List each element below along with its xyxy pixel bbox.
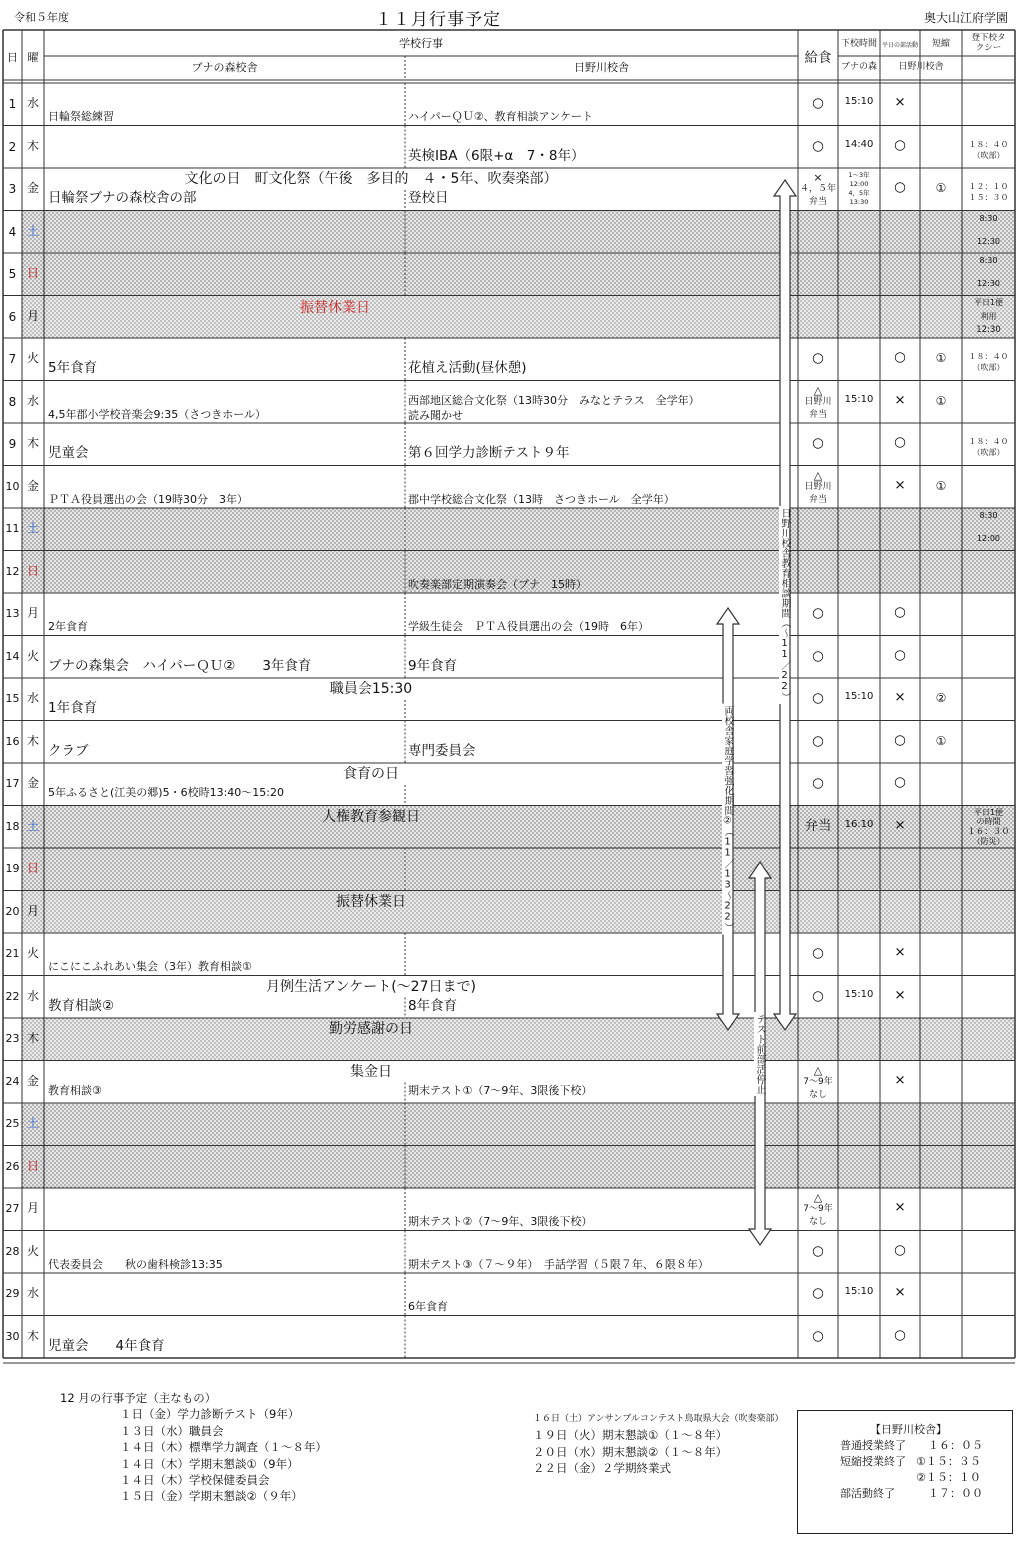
taxi-time: （吹部） xyxy=(972,448,1005,457)
weekday: 土 xyxy=(26,521,40,535)
campus-a-event: 教育相談② xyxy=(48,997,115,1014)
club-mark: ○ xyxy=(894,731,906,748)
club-mark: ○ xyxy=(894,349,906,365)
campus-b-event: 期末テスト③（７～９年） 手話学習（５限７年、６限８年） xyxy=(408,1257,709,1271)
club-end-time: １７：００ xyxy=(928,1487,983,1500)
campus-b-event: ハイパーＱＵ②、教育相談アンケート xyxy=(408,110,593,123)
club-mark: × xyxy=(894,476,906,493)
weekday: 火 xyxy=(26,351,40,365)
day-number: 25 xyxy=(5,1117,20,1130)
short-mark: ② xyxy=(935,691,947,705)
day-number: 29 xyxy=(5,1287,20,1300)
test-club-stop-arrow-label: テスト前部活停止 xyxy=(754,1013,765,1094)
taxi-time: 12:00 xyxy=(976,534,1001,543)
lunch-mark: △ xyxy=(813,1063,823,1077)
col-day-header: 日 xyxy=(7,51,18,64)
dismissal-time: 16:10 xyxy=(844,818,874,830)
lunch-mark: ○ xyxy=(812,95,824,111)
short-end-time-1: ①１５：３５ xyxy=(916,1455,981,1468)
day-number: 5 xyxy=(8,267,17,281)
campus-a-event: 1年食育 xyxy=(48,700,98,716)
dismissal-time: 12:00 xyxy=(849,180,869,188)
club-mark: × xyxy=(894,1071,906,1088)
campus-b-event: 9年食育 xyxy=(408,657,458,674)
day-number: 10 xyxy=(5,479,20,493)
day-number: 22 xyxy=(5,989,20,1003)
weekday: 土 xyxy=(26,223,40,238)
spanning-event: 月例生活アンケート(～27日まで) xyxy=(266,978,476,995)
club-mark: ○ xyxy=(894,604,906,620)
hino-times-title: 【日野川校舎】 xyxy=(870,1423,947,1436)
fiscal-year: 令和５年度 xyxy=(14,11,69,24)
lunch-note: 日野川 xyxy=(804,396,832,407)
taxi-time: の時間 xyxy=(976,816,1001,826)
taxi-time: １８：４０ xyxy=(968,437,1009,446)
weekday: 金 xyxy=(26,181,40,195)
lunch-mark: ○ xyxy=(812,605,824,621)
lunch-mark: △ xyxy=(813,468,823,482)
short-mark: ① xyxy=(935,478,947,493)
campus-b-event: 郡中学校総合文化祭（13時 さつきホール 全学年） xyxy=(408,492,675,506)
club-mark: ○ xyxy=(894,1326,906,1343)
col-dismissal-header: 下校時間 xyxy=(840,39,878,49)
weekday: 火 xyxy=(26,946,40,960)
campus-b-event: 読み聞かせ xyxy=(408,408,463,422)
lunch-mark: ○ xyxy=(812,775,824,791)
normal-end-label: 普通授業終了 xyxy=(840,1439,906,1452)
weekday: 月 xyxy=(26,606,40,620)
taxi-time: 8:30 xyxy=(979,213,998,223)
weekday: 木 xyxy=(26,1328,40,1343)
day-number: 27 xyxy=(5,1202,20,1215)
weekday: 金 xyxy=(26,478,40,493)
short-mark: ① xyxy=(935,181,947,195)
day-number: 8 xyxy=(8,394,17,409)
weekend-row-shade xyxy=(22,508,1015,551)
campus-a-event: 児童会 xyxy=(48,445,89,461)
dismissal-time: 1～3年 xyxy=(848,171,870,179)
taxi-time: 12:30 xyxy=(976,324,1001,335)
day-number: 3 xyxy=(8,182,17,196)
campus-b-event: 専門委員会 xyxy=(408,742,476,759)
day-number: 20 xyxy=(5,904,20,918)
lunch-note: 7～9年 xyxy=(803,1076,833,1087)
campus-a-event: ＰＴＡ役員選出の会（19時30分 3年） xyxy=(48,492,248,506)
weekday: 日 xyxy=(26,266,40,280)
short-end-label: 短縮授業終了 xyxy=(840,1455,906,1468)
spanning-event: 勤労感謝の日 xyxy=(329,1021,413,1037)
lunch-note: なし xyxy=(808,1089,828,1100)
december-item: １４日（木）学校保健委員会 xyxy=(120,1473,270,1488)
lunch-mark: △ xyxy=(813,1191,823,1204)
day-number: 19 xyxy=(5,862,20,875)
day-number: 13 xyxy=(5,607,20,620)
short-mark: ① xyxy=(935,351,947,365)
weekday: 水 xyxy=(26,96,40,110)
day-number: 16 xyxy=(5,734,20,748)
campus-a-event: 日輪祭ブナの森校舎の部 xyxy=(48,190,197,206)
school-name: 奥大山江府学園 xyxy=(923,11,1008,25)
campus-a-event: 児童会 4年食育 xyxy=(48,1337,165,1354)
december-item: ２２日（金）２学期終業式 xyxy=(533,1461,671,1476)
club-mark: ○ xyxy=(894,136,906,153)
taxi-time: （吹部） xyxy=(972,150,1005,160)
december-events-left xyxy=(60,1390,327,1505)
col-lunch-header: 給食 xyxy=(804,50,832,66)
dismissal-time: 13:30 xyxy=(849,198,869,206)
col-dismissal-sub: ブナの森 xyxy=(840,62,878,72)
lunch-mark: ○ xyxy=(812,690,824,706)
taxi-time: １６：３０ xyxy=(967,826,1010,837)
december-item: １６日（土）アンサンブルコンテスト鳥取県大会（吹奏楽部） xyxy=(533,1414,784,1424)
lunch-mark: × xyxy=(813,171,823,184)
taxi-time: 12:30 xyxy=(976,236,1001,246)
club-mark: ○ xyxy=(894,774,906,790)
lunch-mark: ○ xyxy=(812,137,824,154)
weekday: 金 xyxy=(26,1073,40,1088)
taxi-time: 8:30 xyxy=(979,511,998,520)
spanning-event: 文化の日 町文化祭（午後 多目的 ４・5年、吹奏楽部） xyxy=(184,171,558,187)
december-events-right xyxy=(533,1409,783,1477)
lunch-mark: ○ xyxy=(812,435,824,451)
club-mark: × xyxy=(894,1199,906,1215)
campus-a-event: 4,5年郡小学校音楽会9:35（さつきホール） xyxy=(48,407,266,421)
campus-b-event: 6年食育 xyxy=(408,1300,448,1313)
taxi-time: （防災） xyxy=(972,836,1005,846)
lunch-mark: ○ xyxy=(812,350,824,366)
weekend-row-shade xyxy=(22,1018,1015,1061)
short-mark: ① xyxy=(935,733,947,748)
taxi-time: 12:30 xyxy=(976,279,1001,288)
spanning-event: 振替休業日 xyxy=(336,893,406,910)
weekday: 日 xyxy=(26,1158,40,1173)
taxi-time: 8:30 xyxy=(979,256,998,265)
weekday: 木 xyxy=(26,436,40,450)
taxi-time: １８：４０ xyxy=(968,139,1009,149)
short-end-time-2: ②１５：１０ xyxy=(916,1471,981,1484)
campus-b-event: 英検IBA（6限+α 7・8年） xyxy=(408,147,585,164)
day-number: 6 xyxy=(8,309,17,324)
day-number: 18 xyxy=(5,819,20,833)
day-number: 26 xyxy=(5,1159,20,1173)
spanning-event: 食育の日 xyxy=(343,766,399,782)
weekday: 月 xyxy=(26,308,40,323)
weekday: 水 xyxy=(26,393,40,408)
taxi-time: 平日1便 xyxy=(973,297,1004,307)
day-number: 23 xyxy=(5,1032,20,1045)
day-number: 12 xyxy=(5,564,20,578)
short-mark: ① xyxy=(935,393,947,408)
campus-b-event: 期末テスト②（7～9年、3限後下校） xyxy=(408,1215,593,1228)
day-number: 21 xyxy=(5,947,20,960)
december-item: １５日（金）学期末懇談②（９年） xyxy=(120,1489,303,1504)
dismissal-time: 15:10 xyxy=(844,393,874,405)
day-number: 28 xyxy=(5,1244,20,1258)
hino-campus-times xyxy=(797,1410,1013,1534)
club-mark: ○ xyxy=(894,434,906,450)
lunch-mark: 弁当 xyxy=(804,817,832,834)
dismissal-time: 15:10 xyxy=(844,96,874,107)
taxi-time: 平日1便 xyxy=(973,807,1004,817)
col-club-header: 平日の部活動 xyxy=(881,42,919,49)
weekday: 金 xyxy=(26,776,40,790)
campus-a-event: 2年食育 xyxy=(48,620,88,633)
campus-b-event: 吹奏楽部定期演奏会（ブナ 15時） xyxy=(408,577,587,591)
lunch-mark: ○ xyxy=(812,945,824,961)
lunch-note: 弁当 xyxy=(808,494,828,505)
campus-a-event: 5年ふるさと(江美の郷)5・6校時13:40～15:20 xyxy=(48,786,284,799)
weekday: 月 xyxy=(26,1201,40,1215)
weekday: 月 xyxy=(26,903,40,918)
day-number: 15 xyxy=(5,692,20,705)
december-item: １３日（水）職員会 xyxy=(120,1423,224,1438)
day-number: 9 xyxy=(8,437,17,451)
hino-consult-period-arrow-label: 日野川校舎教育相談期間（～11／22） xyxy=(779,508,790,702)
spanning-event: 集金日 xyxy=(350,1063,392,1080)
club-mark: × xyxy=(894,986,906,1003)
december-item: １日（金）学力診断テスト（9年） xyxy=(120,1407,300,1422)
campus-a-event: 5年食育 xyxy=(48,360,98,376)
day-number: 4 xyxy=(8,224,17,239)
weekend-row-shade xyxy=(22,1103,1015,1146)
weekday: 水 xyxy=(26,988,40,1003)
club-mark: ○ xyxy=(894,1241,906,1258)
normal-end-time: １６：０５ xyxy=(928,1439,983,1452)
col-short-header: 短縮 xyxy=(931,39,951,49)
holiday-label: 振替休業日 xyxy=(300,299,370,316)
col-campus-a-header: ブナの森校舎 xyxy=(191,61,258,74)
dismissal-time: 4，5年 xyxy=(848,189,870,197)
club-mark: ○ xyxy=(894,179,906,195)
day-number: 17 xyxy=(5,777,20,790)
dismissal-time: 15:10 xyxy=(844,1286,874,1297)
day-number: 2 xyxy=(8,139,17,154)
weekday: 土 xyxy=(26,1116,40,1130)
weekday: 木 xyxy=(26,1031,40,1045)
lunch-mark: ○ xyxy=(812,1242,824,1259)
december-item: ２０日（水）期末懇談②（１～８年） xyxy=(533,1444,728,1459)
campus-b-event: 花植え活動(昼休憩) xyxy=(408,360,527,376)
campus-b-event: 学級生徒会 ＰＴＡ役員選出の会（19時 6年） xyxy=(408,620,649,633)
col-weekday-header: 曜 xyxy=(27,51,39,64)
club-mark: × xyxy=(894,391,906,408)
day-number: 1 xyxy=(8,97,17,111)
lunch-mark: ○ xyxy=(812,647,824,664)
day-number: 30 xyxy=(5,1329,20,1343)
club-end-label: 部活動終了 xyxy=(840,1487,895,1500)
campus-a-event: クラブ xyxy=(48,742,89,759)
col-taxi-header: 登下校タクシー xyxy=(971,33,1006,53)
day-number: 14 xyxy=(5,649,20,663)
weekend-row-shade xyxy=(22,253,1015,296)
lunch-note: 弁当 xyxy=(808,409,828,420)
campus-b-event: 期末テスト①（7～9年、3限後下校） xyxy=(408,1083,593,1097)
lunch-note: 7～9年 xyxy=(803,1204,833,1214)
weekend-row-shade xyxy=(22,1146,1015,1189)
taxi-time: １８：４０ xyxy=(968,352,1009,361)
weekday: 火 xyxy=(26,1243,40,1258)
spanning-event: 人権教育参観日 xyxy=(322,808,420,825)
weekday: 日 xyxy=(26,861,40,875)
dismissal-time: 15:10 xyxy=(844,988,874,1000)
lunch-mark: ○ xyxy=(812,987,824,1004)
campus-a-event: 代表委員会 秋の歯科検診13:35 xyxy=(48,1257,223,1271)
campus-b-event: 8年食育 xyxy=(408,997,458,1014)
col-campus-b-header: 日野川校舎 xyxy=(574,61,629,74)
lunch-note: 弁当 xyxy=(808,197,828,207)
weekday: 水 xyxy=(26,1286,40,1300)
campus-a-event: 教育相談③ xyxy=(48,1083,102,1097)
weekend-row-shade xyxy=(22,848,1015,891)
taxi-time: 利用 xyxy=(980,311,997,321)
weekday: 木 xyxy=(26,733,40,748)
taxi-time: （吹部） xyxy=(972,363,1005,372)
lunch-note: なし xyxy=(808,1217,828,1227)
weekend-row-shade xyxy=(22,296,1015,339)
lunch-mark: ○ xyxy=(812,1285,824,1301)
lunch-mark: ○ xyxy=(812,1327,824,1344)
weekend-row-shade xyxy=(22,211,1015,254)
december-item: １４日（木）標準学力調査（１～８年） xyxy=(120,1440,327,1455)
campus-b-event: 第６回学力診断テスト９年 xyxy=(408,445,570,461)
club-mark: × xyxy=(894,816,906,833)
weekday: 木 xyxy=(26,138,40,153)
lunch-mark: △ xyxy=(813,383,823,397)
taxi-time: １５：３０ xyxy=(968,193,1009,202)
club-mark: × xyxy=(894,689,906,705)
weekday: 火 xyxy=(26,648,40,663)
col-events-header: 学校行事 xyxy=(399,37,443,50)
day-number: 7 xyxy=(8,352,17,366)
weekday: 水 xyxy=(26,691,40,705)
dismissal-time: 14:40 xyxy=(844,138,874,150)
campus-b-event: 西部地区総合文化祭（13時30分 みなとテラス 全学年） xyxy=(408,393,700,407)
lunch-note: ４，５年 xyxy=(799,184,837,194)
december-item: １９日（火）期末懇談①（１～８年） xyxy=(533,1428,728,1443)
weekday: 日 xyxy=(26,563,40,578)
home-study-period-arrow-label: 両校舎家庭学習強化期間②（11／13～22） xyxy=(722,705,733,933)
col-hino-sub: 日野川校舎 xyxy=(898,62,944,72)
dismissal-time: 15:10 xyxy=(844,691,874,702)
weekday: 土 xyxy=(26,818,40,833)
lunch-mark: ○ xyxy=(812,732,824,749)
club-mark: × xyxy=(894,1284,906,1300)
spanning-event: 職員会15:30 xyxy=(329,681,413,697)
club-mark: × xyxy=(894,944,906,960)
december-heading: 12 月の行事予定（主なもの） xyxy=(60,1391,217,1405)
campus-b-event: 登校日 xyxy=(408,190,449,206)
day-number: 24 xyxy=(5,1074,20,1088)
campus-a-event: 日輪祭総練習 xyxy=(48,110,114,123)
club-mark: ○ xyxy=(894,646,906,663)
weekend-row-shade xyxy=(22,891,1015,934)
lunch-note: 日野川 xyxy=(804,481,832,492)
page-title: １１月行事予定 xyxy=(375,10,501,30)
day-number: 11 xyxy=(5,522,20,535)
club-mark: × xyxy=(894,94,906,110)
campus-a-event: ブナの森集会 ハイパーＱＵ② 3年食育 xyxy=(48,657,312,674)
campus-a-event: にこにこふれあい集会（3年）教育相談① xyxy=(48,960,252,973)
taxi-time: １２：１０ xyxy=(968,182,1009,191)
december-item: １４日（木）学期末懇談①（9年） xyxy=(120,1456,299,1471)
